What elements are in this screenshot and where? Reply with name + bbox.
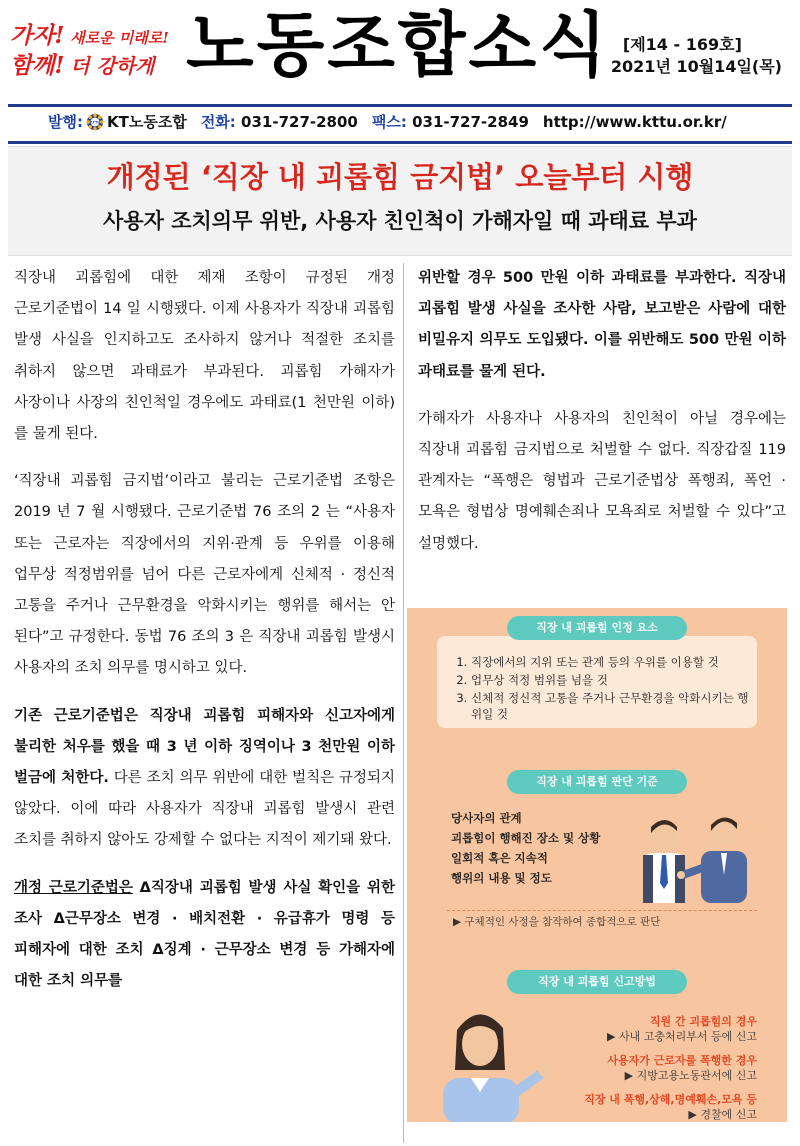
issuer-name: KT노동조합 [106,113,187,131]
article-paragraph-1: 직장내 괴롭힘에 대한 제재 조항이 규정된 개정 근로기준법이 14 일 시행됐다. 이제 사용자가 직장내 괴롭힘 발생 사실을 인지하고도 조사하지 않거나 적절한 조치를 취하지 않으면 과태료가 부과된다. 괴롭힘 가해자가 사장이나 사장의 친인척일 경우에도 과태료(1 천만원 이하)를 물게 된다. [14,270,395,443]
article-paragraph-2: ‘직장내 괴롭힘 금지법’이라고 불리는 근로기준법 조항은 2019 년 7 월 시행됐다. 근로기준법 76 조의 2 는 “사용자 또는 근로자는 직장에서의 지위·관계 등 우위를 이용해 업무상 적정범위를 넘어 다른 근로자에게 신체적 · 정신적 고통을 주거나 근무환경을 악화시키는 행위를 해서는 안 된다”고 규정한다. 동법 76 조의 3 은 직장내 괴롭힘 발생시 사용자의 조치 의무를 명시하고 있다. [14,473,395,677]
issue-info [611,34,782,78]
phone-label: 전화: [200,113,236,131]
recognition-card [437,636,757,728]
paragraph-4-underline: 개정 근로기준법은 [14,879,133,896]
publisher-bar [8,104,792,144]
woman-illustration [429,1000,569,1122]
report-case-3: 직장 내 폭행,상해,명예훼손,모욕 등 [584,1093,757,1106]
report-case-2-action: ▶ 지방고용노동관서에 신고 [624,1069,757,1082]
headline-subtitle: 사용자 조치의무 위반, 사용자 친인척이 가해자일 때 과태료 부과 [103,209,697,233]
slogan-together: 함께! [10,52,65,79]
logo-text: KTTU [89,119,101,124]
recognition-item: 3. 신체적 정신적 고통을 주거나 근무환경을 악화시키는 행위일 것 [471,690,757,722]
article-paragraph-5: 위반할 경우 500 만원 이하 과태료를 부과한다. 직장내 괴롭힘 발생 사실을 조사한 사람, 보고받은 사람에 대한 비밀유지 의무도 도입됐다. 이를 위반해도 500 만원 이하 과태료를 물게 된다. [418,270,786,380]
article-left-column [14,263,404,1143]
infographic [407,608,787,1122]
report-case-1-action: ▶ 사내 고충처리부서 등에 신고 [607,1030,757,1043]
criteria-list [451,808,600,888]
article-paragraph-3 [14,701,395,857]
slogan-future: 새로운 미래로! [70,29,169,47]
issue-date: 2021년 10월14일(목) [610,57,782,76]
slogan-go: 가자! [10,22,65,49]
criteria-item: 괴롭힘이 행해진 장소 및 상황 [451,831,601,845]
headline-box [8,146,792,256]
kttu-logo-icon [86,113,104,131]
paragraph-3-rest: 다른 조치 의무 위반에 대한 벌칙은 규정되지 않았다. 이에 따라 사용자가 직장내 괴롭힘 발생시 관련 조치를 취하지 않아도 강제할 수 없다는 지적이 제기돼 왔다. [14,770,395,849]
criteria-item: 당사자의 관계 [451,811,522,825]
article-right-column [418,263,786,576]
criteria-note: ▶ 구체적인 사정을 참작하여 종합적으로 판단 [453,916,661,928]
report-case-1: 직원 간 괴롭힘의 경우 [649,1015,757,1028]
website-link[interactable]: http://www.kttu.or.kr/ [542,112,727,131]
paragraph-4-bold: Δ직장내 괴롭힘 발생 사실 확인을 위한 조사 Δ근무장소 변경 · 배치전환 · 유급휴가 명령 등 피해자에 대한 조치 Δ징계 · 근무장소 변경 등 가해자에 대한 조치 의무를 [14,879,395,990]
report-methods [584,1010,757,1122]
section-2-title: 직장 내 괴롭힘 판단 기준 [507,770,687,794]
recognition-item: 2. 업무상 적정 범위를 넘을 것 [471,672,757,688]
recognition-item: 1. 직장에서의 지위 또는 관계 등의 우위를 이용할 것 [471,654,757,670]
issuer-label: 발행: [48,113,83,131]
slogan [10,22,185,81]
publisher-line [48,111,727,132]
article-paragraph-4 [14,873,395,998]
report-case-2: 사용자가 근로자를 폭행한 경우 [607,1054,757,1067]
issue-number: [제14 - 169호] [622,35,742,54]
dashed-divider [447,910,757,911]
fax-number: 031-727-2849 [412,112,529,131]
criteria-item: 행위의 내용 및 정도 [451,871,552,885]
slogan-stronger: 더 강하게 [70,54,155,78]
article-paragraph-6: 가해자가 사용자나 사용자의 친인척이 아닐 경우에는 직장내 괴롭힘 금지법으로 처벌할 수 없다. 직장갑질 119 관계자는 “폭행은 형법과 근로기준법상 폭행죄, 폭언 · 모욕은 형법상 명예훼손죄나 모욕죄로 처벌할 수 있다”고 설명했다. [418,410,786,552]
report-case-3-action: ▶ 경찰에 신고 [688,1108,757,1121]
section-1-title: 직장 내 괴롭힘 인정 요소 [507,616,687,640]
headline-title: 개정된 ‘직장 내 괴롭힘 금지법’ 오늘부터 시행 [106,160,694,194]
section-3-title: 직장 내 괴롭힘 신고방법 [507,970,687,994]
phone-number: 031-727-2800 [241,112,358,131]
paragraph-3-bold: 기존 근로기준법은 직장내 괴롭힘 피해자와 신고자에게 불리한 처우를 했을 때 3 년 이하 징역이나 3 천만원 이하 벌금에 처한다. [14,707,395,787]
fax-label: 팩스: [371,113,407,131]
masthead [0,0,800,95]
newsletter-title: 노동조합소식 [186,4,610,86]
two-men-illustration [635,803,755,903]
criteria-item: 일회적 혹은 지속적 [451,851,548,865]
